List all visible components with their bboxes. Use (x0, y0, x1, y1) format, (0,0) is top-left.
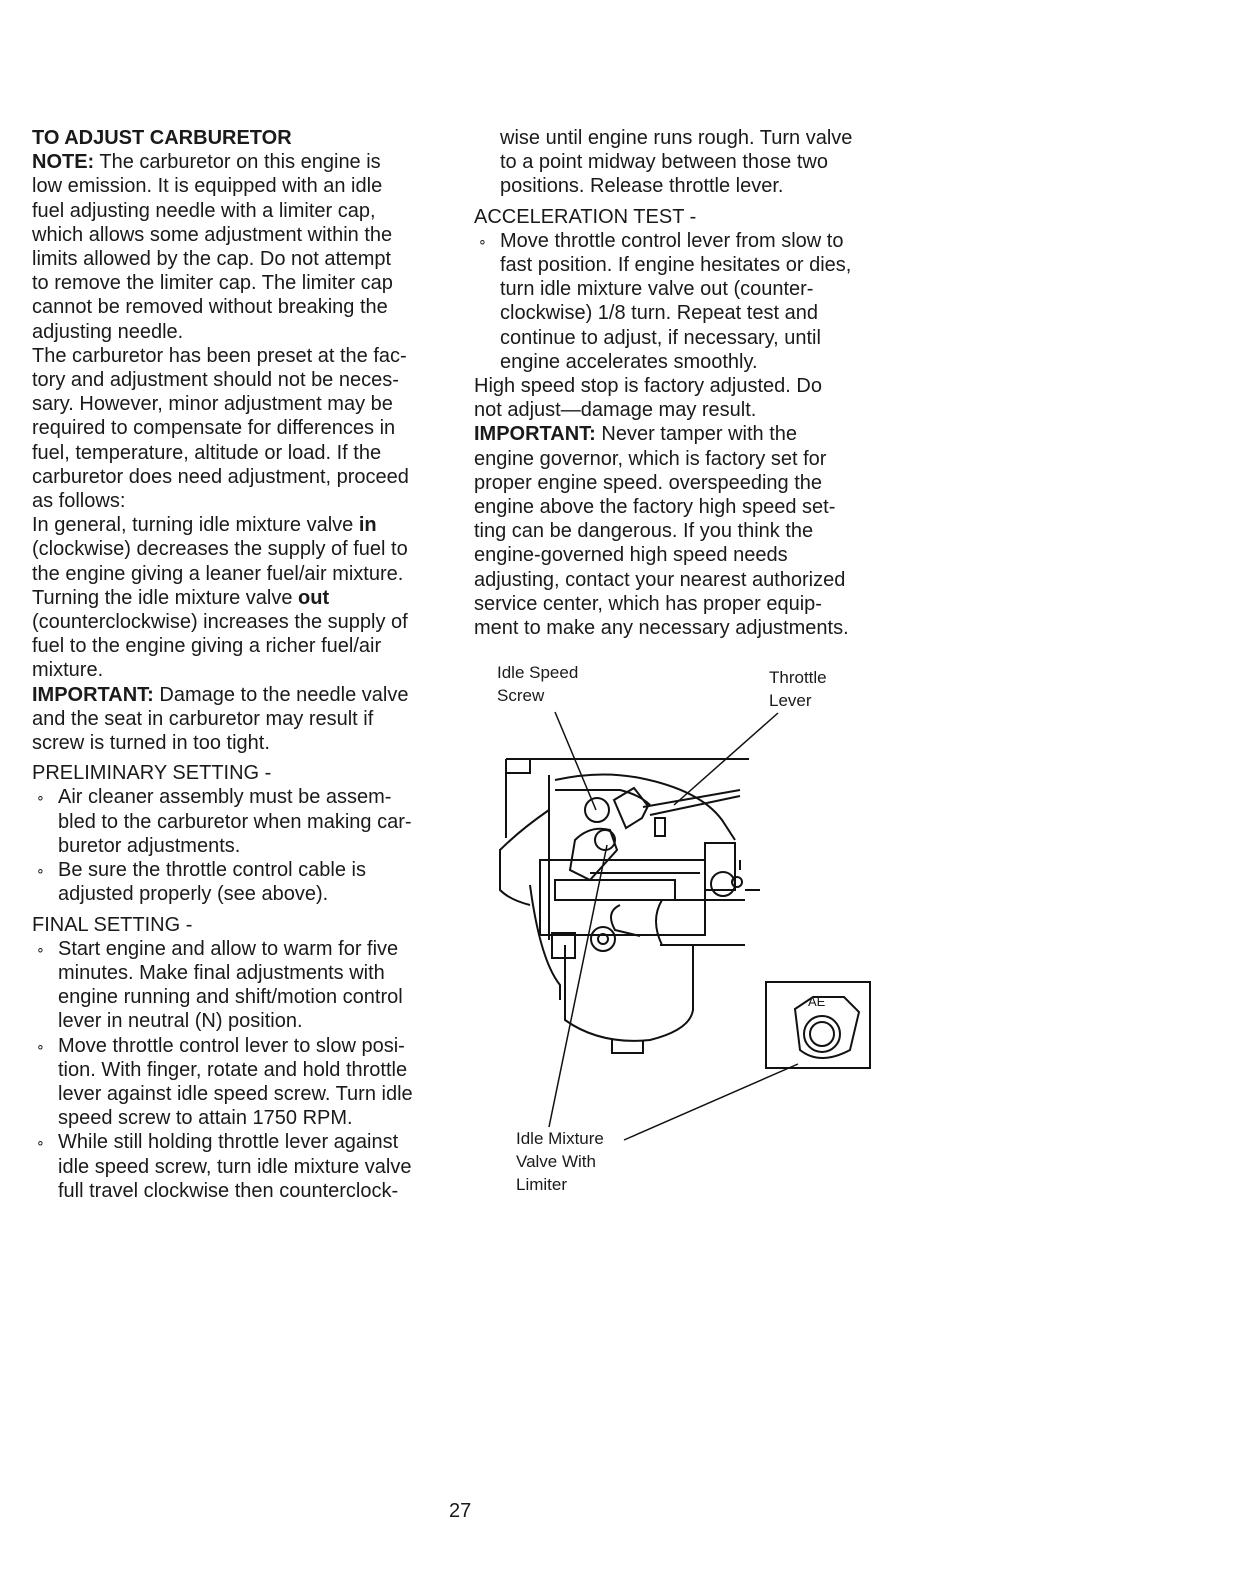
label-line: Idle Mixture (516, 1129, 604, 1148)
text-segment: clockwise) 1/8 turn. Repeat test and (500, 302, 818, 325)
label-idle-speed-screw (497, 661, 578, 707)
text-segment: lever against idle speed screw. Turn idle (58, 1082, 413, 1105)
text-segment: tion. With finger, rotate and hold throttle (58, 1058, 408, 1081)
text-segment: sary. However, minor adjustment may be (32, 393, 393, 416)
text-segment: Damage to the needle valve (153, 683, 409, 706)
text-segment: engine accelerates smoothly. (500, 350, 758, 373)
label-line: Screw (497, 686, 545, 705)
text-segment: fast position. If engine hesitates or dies, (500, 254, 852, 277)
text-segment: required to compensate for differences in (32, 417, 396, 440)
text-segment: In general, turning idle mixture valve (32, 514, 359, 537)
text-segment: which allows some adjustment within the (32, 223, 393, 246)
text-segment: Move throttle control lever to slow posi- (58, 1034, 405, 1057)
text-segment: out (298, 586, 330, 609)
text-segment: (counterclockwise) increases the supply of (32, 611, 408, 634)
text-segment: Air cleaner assembly must be assem- (58, 786, 392, 809)
text-segment: Move throttle control lever from slow to (500, 229, 844, 252)
text-segment: The carburetor has been preset at the fac- (32, 344, 407, 367)
text-segment: fuel adjusting needle with a limiter cap, (32, 199, 376, 222)
text-segment: Turning the idle mixture valve (32, 586, 299, 609)
bullet-icon: ∘ (478, 232, 487, 249)
text-segment: to remove the limiter cap. The limiter cap (32, 272, 393, 295)
text-segment: IMPORTANT: (32, 683, 154, 706)
label-line: Valve With (516, 1152, 596, 1171)
text-segment: positions. Release throttle lever. (500, 175, 784, 198)
text-segment: The carburetor on this engine is (94, 151, 381, 174)
text-segment: Never tamper with the (595, 423, 798, 446)
text-segment: in (358, 514, 377, 537)
text-segment: wise until engine runs rough. Turn valve (500, 127, 853, 149)
text-segment: turn idle mixture valve out (counter- (500, 278, 814, 301)
bullet-icon: ∘ (36, 789, 45, 806)
text-segment: tory and adjustment should not be neces- (32, 369, 399, 392)
ae-logo-text: AE (808, 994, 826, 1009)
text-segment: and the seat in carburetor may result if (32, 707, 374, 730)
text-segment: engine-governed high speed needs (474, 544, 788, 567)
text-segment: TO ADJUST CARBURETOR (32, 127, 292, 149)
bullet-icon: ∘ (36, 940, 45, 957)
label-throttle-lever (769, 666, 827, 712)
text-segment: Be sure the throttle control cable is (58, 859, 366, 882)
text-segment: proper engine speed. overspeeding the (474, 471, 823, 494)
text-segment: ACCELERATION TEST - (474, 205, 697, 228)
text-segment: limits allowed by the cap. Do not attempt (32, 248, 392, 271)
label-line: Lever (769, 691, 812, 710)
text-segment: fuel, temperature, altitude or load. If the (32, 441, 382, 464)
bullet-icon: ∘ (36, 1134, 45, 1151)
label-idle-mixture-valve (516, 1127, 604, 1196)
text-segment: buretor adjustments. (58, 834, 241, 857)
text-segment: the engine giving a leaner fuel/air mixture. (32, 562, 404, 585)
text-segment: low emission. It is equipped with an idle (32, 175, 383, 198)
text-segment: NOTE: (32, 151, 95, 174)
text-segment: bled to the carburetor when making car- (58, 810, 412, 833)
text-segment: cannot be removed without breaking the (32, 296, 388, 319)
text-segment: adjusted properly (see above). (58, 883, 329, 906)
text-segment: to a point midway between those two (500, 151, 828, 174)
text-segment: as follows: (32, 490, 126, 513)
bullet-icon: ∘ (36, 1037, 45, 1054)
text-segment: engine above the factory high speed set- (474, 496, 836, 519)
text-segment: engine running and shift/motion control (58, 986, 403, 1009)
text-segment: carburetor does need adjustment, proceed (32, 465, 409, 488)
text-segment: FINAL SETTING - (32, 913, 193, 936)
text-segment: (clockwise) decreases the supply of fuel to (32, 538, 408, 561)
text-segment: adjusting, contact your nearest authorized (474, 568, 846, 591)
text-segment: lever in neutral (N) position. (58, 1010, 303, 1033)
text-segment: PRELIMINARY SETTING - (32, 762, 272, 785)
text-segment: adjusting needle. (32, 320, 184, 343)
text-segment: not adjust—damage may result. (474, 399, 757, 422)
label-line: Idle Speed (497, 663, 579, 682)
text-segment: fuel to the engine giving a richer fuel/air (32, 635, 382, 658)
text-segment: idle speed screw, turn idle mixture valve (58, 1155, 412, 1178)
page-number: 27 (449, 1500, 472, 1522)
text-segment: service center, which has proper equip- (474, 592, 822, 615)
text-segment: IMPORTANT: (474, 423, 596, 446)
text-segment: full travel clockwise then counterclock- (58, 1179, 399, 1202)
text-segment: screw is turned in too tight. (32, 732, 270, 755)
text-segment: engine governor, which is factory set for (474, 447, 827, 470)
label-line: Limiter (516, 1175, 568, 1194)
text-segment: ment to make any necessary adjustments. (474, 617, 849, 640)
text-segment: speed screw to attain 1750 RPM. (58, 1107, 353, 1130)
label-line: Throttle (769, 668, 827, 687)
text-segment: minutes. Make final adjustments with (58, 961, 385, 984)
text-segment: ting can be dangerous. If you think the (474, 520, 814, 543)
text-segment: continue to adjust, if necessary, until (500, 326, 821, 349)
text-segment: Start engine and allow to warm for five (58, 937, 399, 960)
text-segment: mixture. (32, 659, 104, 682)
text-segment: While still holding throttle lever against (58, 1131, 399, 1154)
text-segment: High speed stop is factory adjusted. Do (474, 375, 822, 398)
bullet-icon: ∘ (36, 862, 45, 879)
